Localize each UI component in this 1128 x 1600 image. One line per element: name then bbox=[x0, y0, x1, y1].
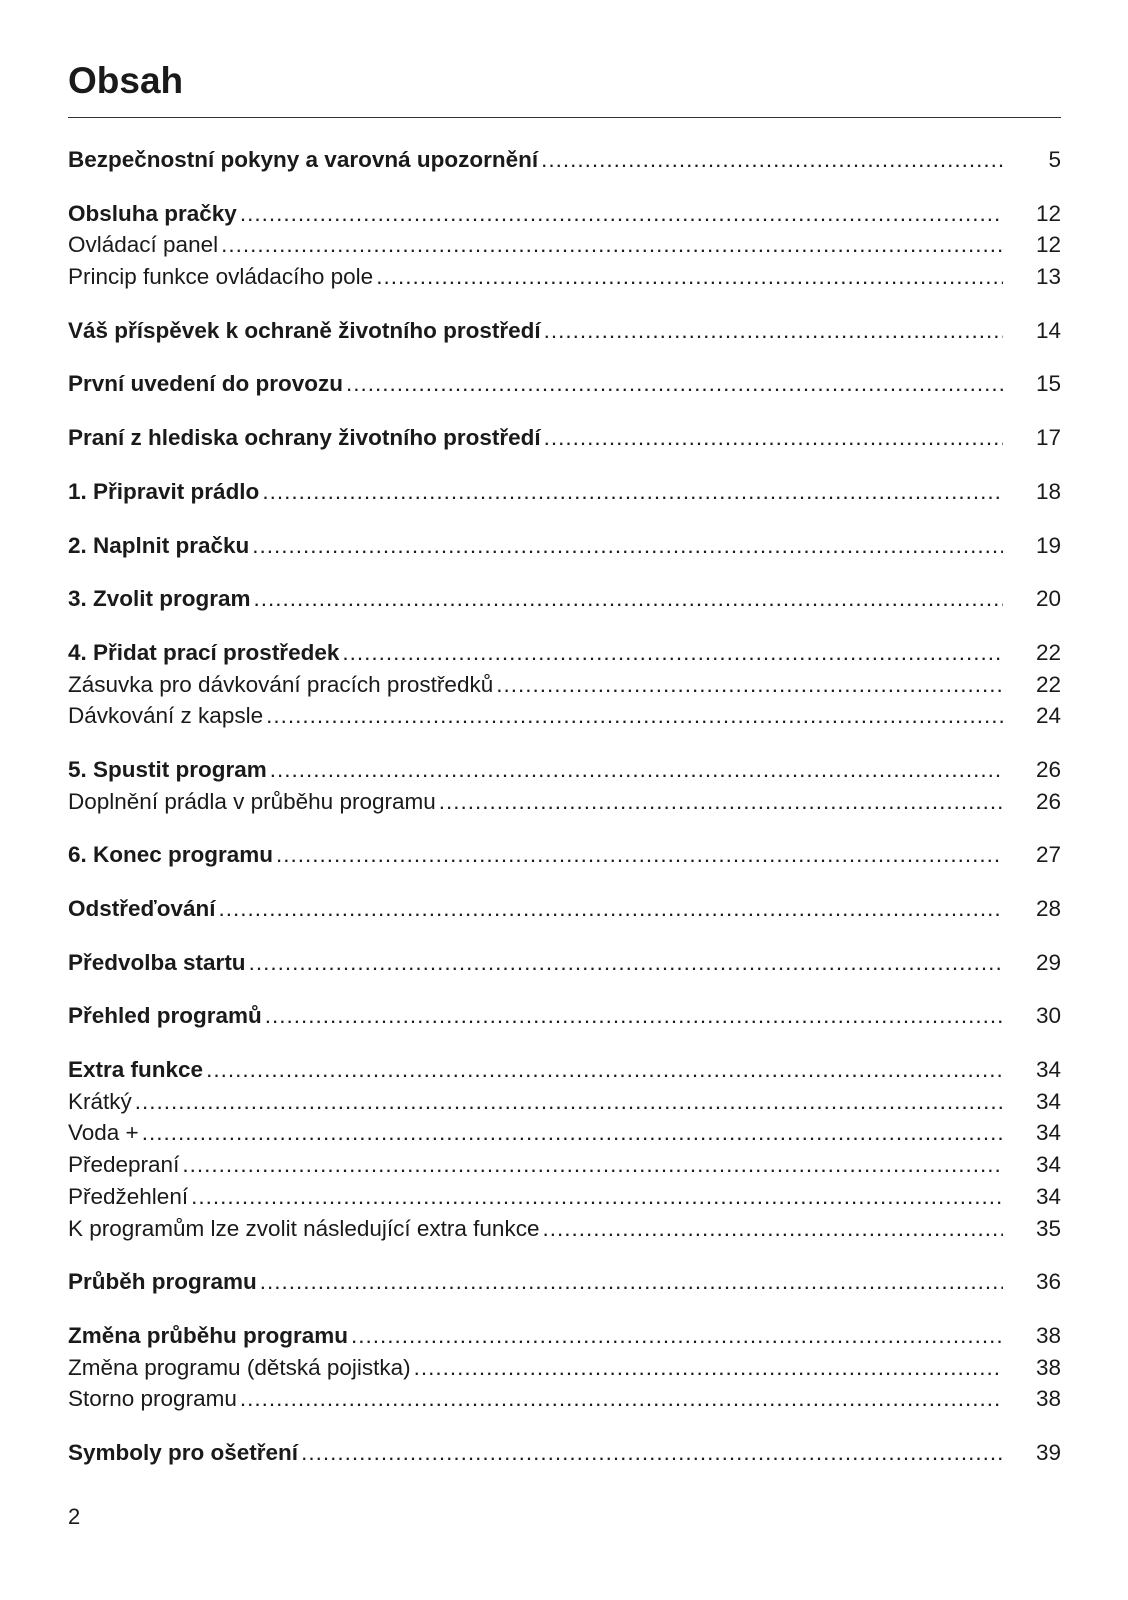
toc-page-number: 28 bbox=[1035, 896, 1061, 921]
toc-section bbox=[68, 839, 1061, 871]
dot-leader bbox=[351, 1320, 1003, 1352]
toc-page-number: 38 bbox=[1035, 1322, 1061, 1348]
toc-section bbox=[68, 1320, 1061, 1415]
toc-entry[interactable] bbox=[68, 839, 1061, 871]
toc-page-number: 24 bbox=[1035, 703, 1061, 729]
toc-entry-title: Krátký bbox=[68, 1088, 132, 1114]
toc-entry-title: Předvolba startu bbox=[68, 949, 246, 975]
toc-entry[interactable] bbox=[68, 315, 1061, 347]
toc-page-number: 15 bbox=[1035, 371, 1061, 397]
toc-section bbox=[68, 144, 1061, 176]
dot-leader bbox=[276, 839, 1003, 871]
toc-entry[interactable] bbox=[68, 583, 1061, 615]
dot-leader bbox=[270, 754, 1003, 786]
toc-page-number: 19 bbox=[1035, 532, 1061, 558]
dot-leader bbox=[266, 700, 1003, 732]
dot-leader bbox=[240, 198, 1003, 230]
toc-subentry[interactable] bbox=[68, 1117, 1061, 1149]
toc-page-number: 38 bbox=[1035, 1386, 1061, 1412]
dot-leader bbox=[544, 315, 1003, 347]
toc-section bbox=[68, 754, 1061, 817]
dot-leader bbox=[249, 947, 1003, 979]
toc-entry[interactable] bbox=[68, 1000, 1061, 1032]
toc-section bbox=[68, 476, 1061, 508]
dot-leader bbox=[542, 1213, 1003, 1245]
dot-leader bbox=[218, 893, 1003, 925]
toc-page-number: 14 bbox=[1035, 317, 1061, 343]
toc-subentry[interactable] bbox=[68, 669, 1061, 701]
dot-leader bbox=[265, 1000, 1003, 1032]
dot-leader bbox=[142, 1117, 1003, 1149]
toc-entry-title: Dávkování z kapsle bbox=[68, 703, 264, 729]
dot-leader bbox=[262, 476, 1003, 508]
toc-entry[interactable] bbox=[68, 947, 1061, 979]
toc-page-number: 20 bbox=[1035, 586, 1061, 612]
toc-subentry[interactable] bbox=[68, 261, 1061, 293]
toc-page-number: 34 bbox=[1035, 1057, 1061, 1083]
toc-page-number: 17 bbox=[1035, 425, 1061, 451]
toc-entry-title: Storno programu bbox=[68, 1386, 237, 1412]
toc-entry-title: Změna programu (dětská pojistka) bbox=[68, 1354, 411, 1380]
toc-subentry[interactable] bbox=[68, 1213, 1061, 1245]
toc-subentry[interactable] bbox=[68, 1149, 1061, 1181]
toc-entry-title: Předepraní bbox=[68, 1152, 180, 1178]
toc-entry[interactable] bbox=[68, 368, 1061, 400]
title-divider bbox=[68, 117, 1061, 118]
toc-entry-title: Zásuvka pro dávkování pracích prostředků bbox=[68, 671, 494, 697]
dot-leader bbox=[221, 229, 1003, 261]
toc-entry-title: 4. Přidat prací prostředek bbox=[68, 639, 340, 665]
dot-leader bbox=[346, 368, 1003, 400]
toc-entry[interactable] bbox=[68, 1266, 1061, 1298]
toc-section bbox=[68, 1000, 1061, 1032]
toc-section bbox=[68, 198, 1061, 293]
toc-subentry[interactable] bbox=[68, 229, 1061, 261]
toc-entry-title: Bezpečnostní pokyny a varovná upozornění bbox=[68, 147, 539, 172]
toc-entry[interactable] bbox=[68, 1054, 1061, 1086]
dot-leader bbox=[135, 1086, 1003, 1118]
dot-leader bbox=[240, 1383, 1003, 1415]
toc-page-number: 34 bbox=[1035, 1183, 1061, 1209]
toc-entry-title: 1. Připravit prádlo bbox=[68, 478, 260, 504]
dot-leader bbox=[439, 786, 1003, 818]
toc-entry-title: Předžehlení bbox=[68, 1183, 189, 1209]
dot-leader bbox=[206, 1054, 1003, 1086]
toc-entry[interactable] bbox=[68, 754, 1061, 786]
toc-entry[interactable] bbox=[68, 422, 1061, 454]
toc-section bbox=[68, 947, 1061, 979]
toc-section bbox=[68, 315, 1061, 347]
toc-entry-title: Přehled programů bbox=[68, 1003, 262, 1029]
toc-page-number: 36 bbox=[1035, 1269, 1061, 1295]
dot-leader bbox=[496, 669, 1003, 701]
toc-page-number: 18 bbox=[1035, 478, 1061, 504]
toc-section bbox=[68, 368, 1061, 400]
toc-entry[interactable] bbox=[68, 1437, 1061, 1469]
toc-section bbox=[68, 422, 1061, 454]
table-of-contents bbox=[68, 144, 1061, 1491]
toc-page-number: 12 bbox=[1035, 200, 1061, 226]
toc-entry-title: Ovládací panel bbox=[68, 232, 219, 258]
toc-page-number: 34 bbox=[1035, 1120, 1061, 1146]
toc-subentry[interactable] bbox=[68, 1086, 1061, 1118]
toc-entry-title: Extra funkce bbox=[68, 1057, 204, 1083]
toc-page-number: 39 bbox=[1035, 1439, 1061, 1465]
toc-entry-title: Princip funkce ovládacího pole bbox=[68, 264, 374, 290]
toc-entry-title: Odstřeďování bbox=[68, 896, 216, 921]
toc-entry-title: 6. Konec programu bbox=[68, 842, 274, 868]
toc-section bbox=[68, 1266, 1061, 1298]
dot-leader bbox=[544, 422, 1003, 454]
toc-entry-title: 2. Naplnit pračku bbox=[68, 532, 250, 558]
dot-leader bbox=[414, 1352, 1003, 1384]
toc-entry-title: 3. Zvolit program bbox=[68, 586, 251, 612]
toc-section bbox=[68, 583, 1061, 615]
toc-page-number: 22 bbox=[1035, 639, 1061, 665]
toc-section bbox=[68, 637, 1061, 732]
toc-entry[interactable] bbox=[68, 530, 1061, 562]
toc-entry[interactable] bbox=[68, 637, 1061, 669]
toc-page-number: 5 bbox=[1048, 147, 1061, 172]
toc-entry[interactable] bbox=[68, 893, 1061, 925]
dot-leader bbox=[342, 637, 1003, 669]
dot-leader bbox=[191, 1181, 1003, 1213]
toc-page-number: 26 bbox=[1035, 788, 1061, 814]
toc-page-number: 34 bbox=[1035, 1152, 1061, 1178]
dot-leader bbox=[376, 261, 1003, 293]
toc-entry-title: Doplnění prádla v průběhu programu bbox=[68, 788, 436, 814]
toc-section bbox=[68, 530, 1061, 562]
toc-entry-title: K programům lze zvolit následující extra funkce bbox=[68, 1215, 540, 1241]
toc-subentry[interactable] bbox=[68, 1352, 1061, 1384]
toc-entry[interactable] bbox=[68, 1320, 1061, 1352]
toc-entry[interactable] bbox=[68, 476, 1061, 508]
toc-subentry[interactable] bbox=[68, 700, 1061, 732]
toc-entry[interactable] bbox=[68, 144, 1061, 176]
toc-entry-title: Změna průběhu programu bbox=[68, 1322, 349, 1348]
dot-leader bbox=[252, 530, 1003, 562]
toc-entry-title: Symboly pro ošetření bbox=[68, 1439, 299, 1465]
toc-section bbox=[68, 1437, 1061, 1469]
toc-page-number: 29 bbox=[1035, 949, 1061, 975]
toc-page-number: 30 bbox=[1035, 1003, 1061, 1029]
toc-entry[interactable] bbox=[68, 198, 1061, 230]
toc-page-number: 27 bbox=[1035, 842, 1061, 868]
toc-page-number: 26 bbox=[1035, 756, 1061, 782]
toc-page-number: 34 bbox=[1035, 1088, 1061, 1114]
toc-section bbox=[68, 893, 1061, 925]
toc-page-number: 35 bbox=[1035, 1215, 1061, 1241]
page-number: 2 bbox=[68, 1504, 81, 1529]
toc-page-number: 12 bbox=[1035, 232, 1061, 258]
toc-entry-title: První uvedení do provozu bbox=[68, 371, 344, 397]
page-title: Obsah bbox=[68, 60, 184, 101]
toc-section bbox=[68, 1054, 1061, 1244]
toc-entry-title: Váš příspěvek k ochraně životního prostředí bbox=[68, 317, 541, 343]
toc-entry-title: Voda + bbox=[68, 1120, 139, 1146]
toc-page-number: 38 bbox=[1035, 1354, 1061, 1380]
toc-subentry[interactable] bbox=[68, 1181, 1061, 1213]
toc-entry-title: Praní z hlediska ochrany životního prostředí bbox=[68, 425, 541, 451]
dot-leader bbox=[301, 1437, 1003, 1469]
toc-subentry[interactable] bbox=[68, 786, 1061, 818]
dot-leader bbox=[182, 1149, 1003, 1181]
toc-page-number: 13 bbox=[1035, 264, 1061, 290]
dot-leader bbox=[260, 1266, 1003, 1298]
dot-leader bbox=[541, 144, 1003, 176]
toc-entry-title: 5. Spustit program bbox=[68, 756, 267, 782]
toc-subentry[interactable] bbox=[68, 1383, 1061, 1415]
toc-page-number: 22 bbox=[1035, 671, 1061, 697]
dot-leader bbox=[254, 583, 1003, 615]
toc-entry-title: Obsluha pračky bbox=[68, 200, 237, 226]
toc-entry-title: Průběh programu bbox=[68, 1269, 257, 1295]
